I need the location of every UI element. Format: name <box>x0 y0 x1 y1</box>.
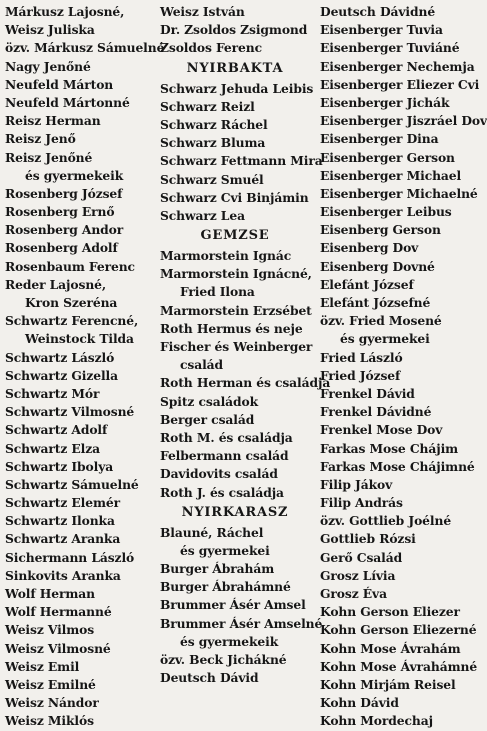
name-entry: és gyermekeik <box>25 167 124 183</box>
name-entry: Blauné, Ráchel <box>160 524 264 540</box>
name-entry: Spitz családok <box>160 393 259 409</box>
name-entry: Rosenbaum Ferenc <box>5 258 135 274</box>
name-entry: Schwarz Jehuda Leibis <box>160 80 314 96</box>
name-entry: Rosenberg Ernő <box>5 204 115 220</box>
name-entry: és gyermekei <box>180 542 270 558</box>
name-entry: Weisz Emil <box>5 658 80 674</box>
name-entry: Sinkovits Aranka <box>5 567 121 583</box>
name-entry: Schwartz Ibolya <box>5 458 114 474</box>
name-entry: Márkusz Lajosné, <box>5 4 125 19</box>
name-entry: Roth M. és családja <box>160 429 293 445</box>
name-entry: Weisz Nándor <box>5 695 99 711</box>
name-entry: Eisenberger Jiszráel Dov <box>320 113 487 129</box>
name-entry: Eisenberger Nechemja <box>320 58 475 74</box>
name-entry: Weisz István <box>160 4 245 19</box>
name-entry: Reisz Jenő <box>5 131 76 147</box>
name-column-2 <box>160 3 331 730</box>
name-column-1 <box>5 3 165 730</box>
section-heading-gemzse: GEMZSE <box>200 228 270 244</box>
name-entry: Kohn Gerson Eliezer <box>320 604 460 620</box>
name-group-gemzse <box>160 247 331 502</box>
name-column-3 <box>320 3 487 730</box>
name-entry: özv. Márkusz Sámuelné <box>5 40 165 56</box>
name-entry: Schwartz Elemér <box>5 495 120 511</box>
name-entry: Schwartz Sámuelné <box>5 476 139 492</box>
name-entry: Kohn Mose Ávrahámné <box>320 658 478 674</box>
name-entry: özv. Gottlieb Joélné <box>320 513 452 529</box>
name-entry: Kohn Dávid <box>320 695 399 711</box>
name-entry: Brummer Ásér Amselné <box>160 615 323 631</box>
name-entry: Deutsch Dávidné <box>320 4 436 19</box>
name-entry: Marmorstein Ignác <box>160 248 292 264</box>
name-entry: Reder Lajosné, <box>5 276 107 292</box>
name-entry: Schwarz Bluma <box>160 135 266 151</box>
name-entry: Filip András <box>320 495 403 511</box>
name-entry: Eisenberger Leibus <box>320 204 452 220</box>
name-entry: Eisenberger Jichák <box>320 94 450 110</box>
name-entry: Frenkel Dávid <box>320 385 415 401</box>
name-entry: Schwarz Cvi Binjámin <box>160 189 309 205</box>
name-entry: Neufeld Márton <box>5 76 114 92</box>
name-entry: Fischer és Weinberger <box>160 339 313 354</box>
name-entry: Reisz Jenőné <box>5 149 93 165</box>
name-entry: Eisenberg Gerson <box>320 222 441 238</box>
name-entry: Wolf Hermanné <box>5 604 112 620</box>
name-entry: Weisz Vilmosné <box>5 640 111 656</box>
name-entry: Eisenberger Tuvia <box>320 22 443 38</box>
name-entry: Schwarz Lea <box>160 207 245 223</box>
name-group-nyirkarasz <box>160 524 323 688</box>
name-entry: Schwartz Vilmosné <box>5 404 135 420</box>
name-entry: Eisenberger Dina <box>320 131 439 147</box>
name-entry: Deutsch Dávid <box>160 670 259 686</box>
name-entry: Weinstock Tilda <box>25 331 134 347</box>
name-entry: Weisz Juliska <box>5 22 95 38</box>
name-entry: Kohn Gerson Eliezerné <box>320 622 477 638</box>
name-entry: Fried Ilona <box>180 284 255 300</box>
name-entry: Marmorstein Erzsébet <box>160 302 312 318</box>
name-entry: Brummer Ásér Amsel <box>160 597 306 613</box>
name-entry: Filip Jákov <box>320 476 393 492</box>
name-entry: Eisenberger Eliezer Cvi <box>320 76 480 92</box>
name-entry: Davidovits család <box>160 466 278 482</box>
name-entry: és gyermekeik <box>180 633 279 649</box>
name-entry: Roth Herman és családja <box>160 375 331 391</box>
name-entry: Elefánt József <box>320 276 414 292</box>
name-entry: Rosenberg Adolf <box>5 240 118 256</box>
name-entry: Weisz Miklós <box>5 713 94 729</box>
section-heading-nyirkarasz: NYIRKARASZ <box>181 504 289 520</box>
name-entry: Kohn Mirjám Reisel <box>320 676 456 692</box>
name-entry: Kohn Mordechaj <box>320 713 433 729</box>
name-entry: Eisenberger Michaelné <box>320 185 478 201</box>
name-entry: Eisenberger Tuviáné <box>320 40 460 56</box>
name-entry: özv. Beck Jichákné <box>160 652 287 667</box>
name-entry: Fried László <box>320 349 403 365</box>
name-entry: Schwartz Aranka <box>5 531 121 547</box>
name-entry: Sichermann László <box>5 549 135 565</box>
name-entry: Farkas Mose Chájimné <box>320 458 475 474</box>
name-entry: özv. Fried Mosené <box>320 313 442 329</box>
name-entry: család <box>180 357 224 373</box>
name-entry: Weisz Emilné <box>5 676 96 692</box>
name-entry: Schwartz Gizella <box>5 367 118 383</box>
name-entry: Berger család <box>160 411 255 427</box>
name-entry: Roth J. és családja <box>160 484 284 500</box>
name-entry: Gerő Család <box>320 549 403 565</box>
name-entry: Burger Ábrahámné <box>160 579 291 595</box>
name-entry: Farkas Mose Chájim <box>320 440 459 456</box>
name-entry: Grosz Lívia <box>320 567 396 583</box>
name-entry: Fried József <box>320 367 401 383</box>
name-entry: Rosenberg József <box>5 185 123 201</box>
name-entry: Reisz Herman <box>5 113 101 129</box>
name-group-nyirbakta <box>160 80 323 226</box>
name-entry: Gottlieb Rózsi <box>320 531 416 547</box>
name-entry: Schwartz Ilonka <box>5 513 115 529</box>
name-entry: Schwarz Ráchel <box>160 116 268 132</box>
name-entry: Eisenberg Dovné <box>320 258 435 274</box>
name-entry: Schwartz Adolf <box>5 422 108 438</box>
name-entry: Kron Szeréna <box>25 295 118 310</box>
name-entry: Schwarz Smuél <box>160 171 264 187</box>
name-entry: Zsoldos Ferenc <box>160 40 262 56</box>
name-entry: Felbermann család <box>160 448 289 464</box>
name-entry: Burger Ábrahám <box>160 561 275 577</box>
name-entry: Schwartz László <box>5 349 115 365</box>
name-entry: Nagy Jenőné <box>5 58 91 74</box>
name-entry: Schwartz Elza <box>5 440 100 456</box>
name-entry: Roth Hermus és neje <box>160 320 303 336</box>
name-entry: Schwartz Ferencné, <box>5 313 139 329</box>
section-heading-nyirbakta: NYIRBAKTA <box>186 60 284 76</box>
name-entry: Dr. Zsoldos Zsigmond <box>160 22 308 38</box>
name-group-top <box>160 3 320 58</box>
name-entry: Frenkel Dávidné <box>320 404 432 420</box>
name-entry: Marmorstein Ignácné, <box>160 266 312 282</box>
name-entry: Elefánt Józsefné <box>320 295 431 310</box>
name-entry: Grosz Éva <box>320 586 387 601</box>
name-entry: Neufeld Mártonné <box>5 94 130 110</box>
name-entry: Kohn Mose Ávrahám <box>320 640 461 656</box>
name-entry: Eisenberg Dov <box>320 240 419 256</box>
name-entry: Eisenberger Michael <box>320 167 462 183</box>
name-entry: Schwartz Mór <box>5 385 100 401</box>
name-entry: Wolf Herman <box>5 586 95 601</box>
name-entry: Eisenberger Gerson <box>320 149 455 165</box>
name-entry: Schwarz Fettmann Mira <box>160 153 323 169</box>
name-entry: és gyermekei <box>340 331 430 347</box>
name-entry: Rosenberg Andor <box>5 222 124 238</box>
name-entry: Weisz Vilmos <box>5 622 95 638</box>
name-entry: Frenkel Mose Dov <box>320 422 443 438</box>
name-entry: Schwarz Reizl <box>160 98 255 114</box>
